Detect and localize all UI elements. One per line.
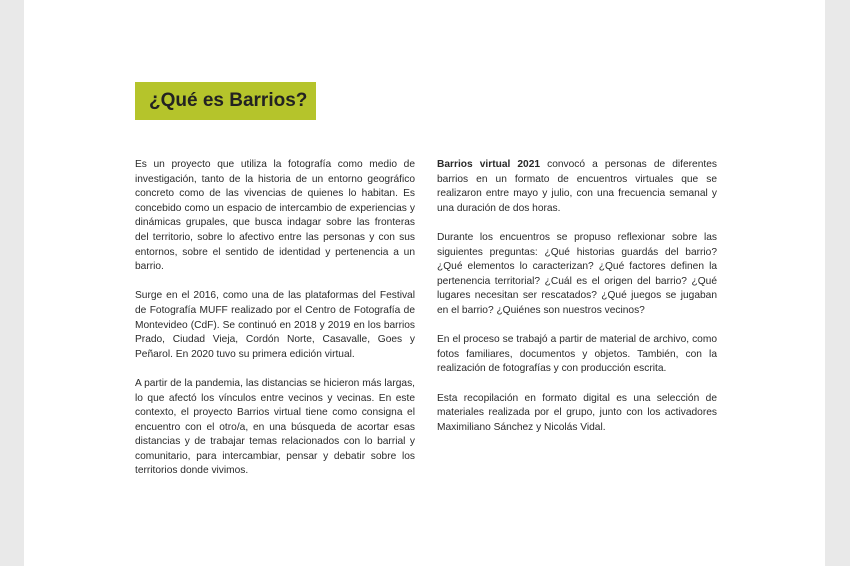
paragraph: Es un proyecto que utiliza la fotografía como medio de investigación, tanto de la historia de un entorno geográfico concreto como de las vivencias de quienes lo habitan. Es concebido como un espacio de intercambio de experiencias y dinámicas grupales, que busca indagar sobre las fronteras del territorio, sobre lo afectivo entre las personas y con sus entornos, sobre el sentido de identidad y pertenencia a un barrio. — [135, 159, 415, 273]
paragraph: Durante los encuentros se propuso reflexionar sobre las siguientes preguntas: ¿Qué historias guardás del barrio? ¿Qué elementos lo caracterizan? ¿Qué factores definen la pertenencia territorial? ¿Cuál es el origen del barrio? ¿Qué lugares necesitan ser rescatados? ¿Qué juegos se jugaban en el barrio? ¿Quiénes son nuestros vecinos? — [437, 231, 717, 316]
paragraph: A partir de la pandemia, las distancias se hicieron más largas, lo que afectó los vínculos entre vecinos y vecinas. En este contexto, el proyecto Barrios virtual tiene como consigna el encuentro con el otro/a, en una búsqueda de acortar esas distancias y de trabajar temas relacionados con lo barrial y comunitario, para intercambiar, pensar y debatir sobre los territorios donde vivimos. — [135, 377, 415, 477]
paragraph: Esta recopilación en formato digital es una selección de materiales realizada por el grupo, junto con los activadores Maximiliano Sánchez y Nicolás Vidal. — [437, 392, 717, 433]
left-column — [135, 158, 415, 494]
paragraph: En el proceso se trabajó a partir de material de archivo, como fotos familiares, documentos y objetos. También, con la realización de fotografías y con producción escrita. — [437, 334, 717, 375]
document-page — [24, 0, 825, 566]
bold-lead: Barrios virtual 2021 — [437, 159, 541, 170]
right-column — [437, 158, 717, 450]
page-title: ¿Qué es Barrios? — [135, 82, 316, 120]
paragraph-text: convocó a personas de diferentes barrios en un formato de encuentros virtuales que se realizaron entre mayo y julio, con una frecuencia semanal y una duración de dos horas. — [437, 159, 717, 214]
paragraph — [437, 158, 717, 216]
paragraph: Surge en el 2016, como una de las plataformas del Festival de Fotografía MUFF realizado por el Centro de Fotografía de Montevideo (CdF). Se continuó en 2018 y 2019 en los barrios Prado, Ciudad Vieja, Cordón Norte, Casavalle, Goes y Peñarol. En 2020 tuvo su primera edición virtual. — [135, 290, 415, 360]
